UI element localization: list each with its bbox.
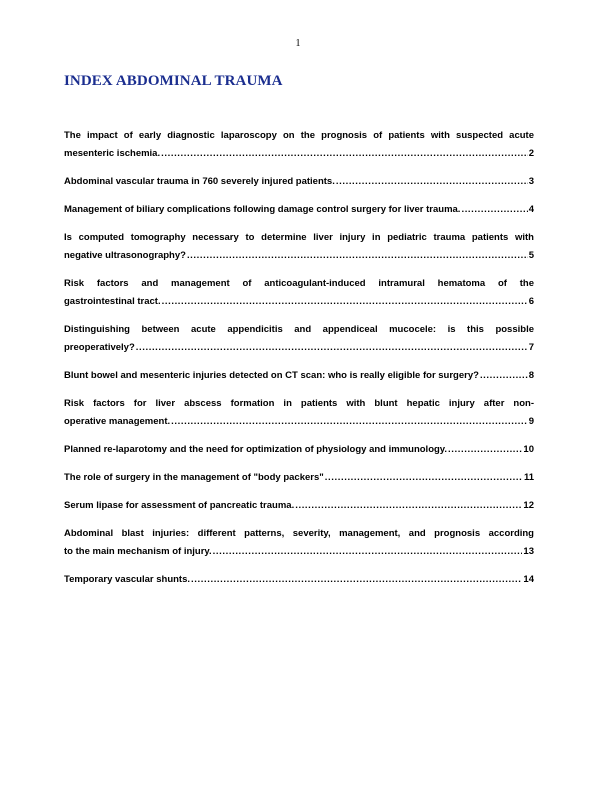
dot-leader (480, 367, 528, 385)
toc-entry-title: The role of surgery in the management of "body packers" (64, 472, 324, 483)
toc-entry-title: Management of biliary complications following damage control surgery for liver trauma. (64, 204, 461, 215)
dot-leader (161, 145, 528, 163)
toc-entry-page: 2 (528, 148, 534, 159)
dot-leader (325, 469, 523, 487)
dot-leader (461, 201, 527, 219)
toc-entry[interactable] (64, 395, 534, 431)
toc-entry-page: 6 (528, 296, 534, 307)
toc-entry-title-line2: to the main mechanism of injury. (64, 546, 212, 557)
toc-entry-title-line1: Risk factors and management of anticoagulant-induced intramural hematoma of the (64, 278, 534, 289)
page-number: 1 (295, 38, 301, 49)
toc-entry[interactable] (64, 321, 534, 357)
toc-entry-page: 4 (528, 204, 534, 215)
toc-entry-page: 14 (523, 574, 534, 585)
toc-entry[interactable] (64, 229, 534, 265)
toc-entry[interactable] (64, 201, 534, 219)
toc-entry-page: 12 (523, 500, 534, 511)
toc-entry[interactable] (64, 367, 534, 385)
toc-entry-title-line1: Risk factors for liver abscess formation in patients with blunt hepatic injury after non- (64, 398, 534, 409)
toc-entry-title-line1: Is computed tomography necessary to determine liver injury in pediatric trauma patients with (64, 232, 534, 243)
toc-entry-title-line2: gastrointestinal tract. (64, 296, 161, 307)
dot-leader (136, 339, 528, 357)
toc-entry-page: 7 (528, 342, 534, 353)
toc-entry-title: Blunt bowel and mesenteric injuries detected on CT scan: who is really eligible for surgery? (64, 370, 479, 381)
toc-entry[interactable] (64, 275, 534, 311)
toc-entry-page: 8 (528, 370, 534, 381)
dot-leader (213, 543, 523, 561)
toc-entry[interactable] (64, 497, 534, 515)
toc-entry-title: Serum lipase for assessment of pancreatic trauma. (64, 500, 295, 511)
toc-entry[interactable] (64, 469, 534, 487)
toc-entry-title: Abdominal vascular trauma in 760 severely injured patients. (64, 176, 335, 187)
toc-entry[interactable] (64, 525, 534, 561)
toc-entry-title-line2: negative ultrasonography? (64, 250, 186, 261)
toc-entry[interactable] (64, 127, 534, 163)
dot-leader (191, 571, 522, 589)
dot-leader (295, 497, 522, 515)
toc-entry-title-line2: operative management. (64, 416, 171, 427)
toc-entry-title-line1: The impact of early diagnostic laparoscopy on the prognosis of patients with suspected acute (64, 130, 534, 141)
toc-entry-page: 3 (528, 176, 534, 187)
toc-entry-page: 9 (528, 416, 534, 427)
toc-entry-title: Temporary vascular shunts. (64, 574, 191, 585)
toc-entry-page: 10 (523, 444, 534, 455)
toc-entry-title-line2: mesenteric ischemia. (64, 148, 161, 159)
dot-leader (187, 247, 528, 265)
dot-leader (162, 293, 528, 311)
dot-leader (171, 413, 528, 431)
table-of-contents (64, 127, 534, 599)
toc-entry-title-line2: preoperatively? (64, 342, 135, 353)
toc-entry-title: Planned re-laparotomy and the need for optimization of physiology and immunology. (64, 444, 448, 455)
toc-entry-page: 5 (528, 250, 534, 261)
toc-entry-page: 11 (523, 472, 534, 483)
toc-entry[interactable] (64, 173, 534, 191)
toc-entry-page: 13 (523, 546, 534, 557)
dot-leader (336, 173, 528, 191)
toc-entry[interactable] (64, 441, 534, 459)
dot-leader (448, 441, 522, 459)
toc-entry-title-line1: Distinguishing between acute appendicitis and appendiceal mucocele: is this possible (64, 324, 534, 335)
page-title: INDEX ABDOMINAL TRAUMA (64, 73, 283, 89)
toc-entry-title-line1: Abdominal blast injuries: different patterns, severity, management, and prognosis according (64, 528, 534, 539)
toc-entry[interactable] (64, 571, 534, 589)
